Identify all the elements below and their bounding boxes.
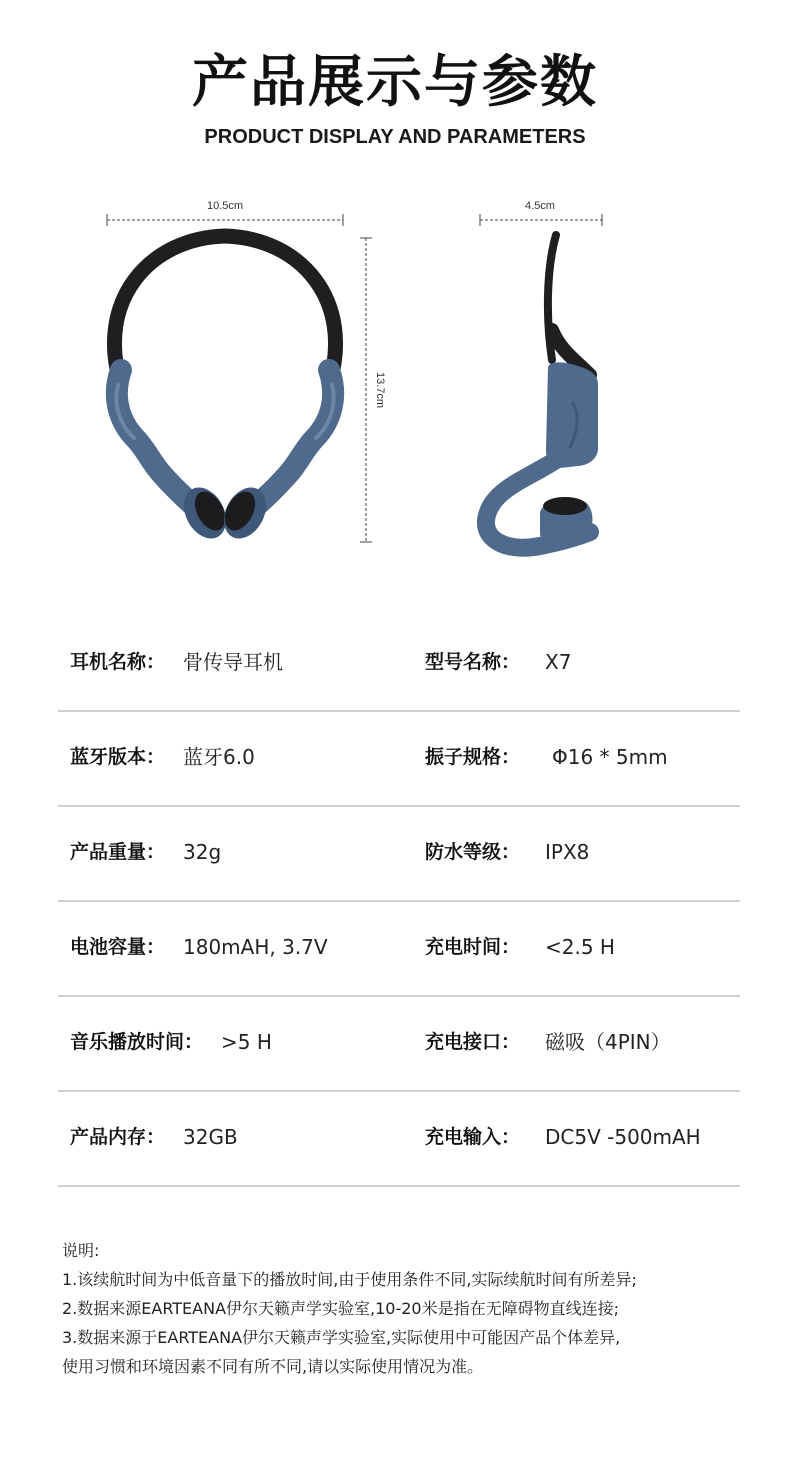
spec-value: 磁吸（4PIN） xyxy=(545,1030,671,1054)
product-display xyxy=(0,180,790,600)
page-subtitle: PRODUCT DISPLAY AND PARAMETERS xyxy=(204,126,586,148)
spec-value: 32g xyxy=(183,840,222,864)
spec-label: 音乐播放时间： xyxy=(70,1031,204,1053)
spec-value: <2.5 H xyxy=(545,935,615,959)
spec-row xyxy=(58,712,740,807)
spec-value: IPX8 xyxy=(545,840,590,864)
spec-label: 产品重量： xyxy=(70,841,166,863)
spec-row xyxy=(58,997,740,1092)
spec-label: 型号名称： xyxy=(425,651,521,673)
headphone-side-view xyxy=(486,235,598,548)
spec-value: >5 H xyxy=(221,1030,272,1054)
spec-label: 电池容量： xyxy=(70,936,166,958)
spec-value: 32GB xyxy=(183,1125,238,1149)
spec-row xyxy=(58,902,740,997)
notes-line: 3.数据来源于EARTEANA伊尔天籁声学实验室,实际使用中可能因产品个体差异, xyxy=(62,1328,621,1347)
page-title: 产品展示与参数 xyxy=(192,50,598,115)
notes-line: 1.该续航时间为中低音量下的播放时间,由于使用条件不同,实际续航时间有所差异; xyxy=(62,1270,637,1289)
height-dimension xyxy=(360,238,386,542)
spec-row xyxy=(58,1092,740,1187)
depth-dimension xyxy=(480,200,602,226)
spec-value: DC5V -500mAH xyxy=(545,1125,701,1149)
spec-value: X7 xyxy=(545,650,572,674)
spec-row xyxy=(58,807,740,902)
depth-label: 4.5cm xyxy=(525,200,555,212)
notes-heading: 说明: xyxy=(62,1241,100,1260)
spec-label: 产品内存： xyxy=(70,1126,166,1148)
spec-label: 耳机名称： xyxy=(70,651,166,673)
spec-label: 蓝牙版本： xyxy=(70,746,166,768)
notes-section xyxy=(62,1236,762,1381)
headphone-front-view xyxy=(114,236,335,546)
spec-label: 防水等级： xyxy=(425,841,521,863)
notes-line: 使用习惯和环境因素不同有所不同,请以实际使用情况为准。 xyxy=(62,1357,484,1376)
product-illustration xyxy=(0,180,790,600)
spec-label: 充电输入： xyxy=(425,1126,521,1148)
spec-value: Φ16 * 5mm xyxy=(552,745,668,769)
spec-label: 充电时间： xyxy=(425,936,521,958)
width-label: 10.5cm xyxy=(206,200,244,212)
spec-row xyxy=(58,617,740,712)
height-label: 13.7cm xyxy=(374,371,386,409)
spec-label: 振子规格： xyxy=(425,746,521,768)
notes-line: 2.数据来源EARTEANA伊尔天籁声学实验室,10-20米是指在无障碍物直线连接; xyxy=(62,1299,619,1318)
spec-value: 180mAH, 3.7V xyxy=(183,935,328,959)
spec-value: 骨传导耳机 xyxy=(183,650,283,674)
spec-value: 蓝牙6.0 xyxy=(183,745,255,769)
spec-label: 充电接口： xyxy=(425,1031,521,1053)
width-dimension xyxy=(107,200,343,226)
